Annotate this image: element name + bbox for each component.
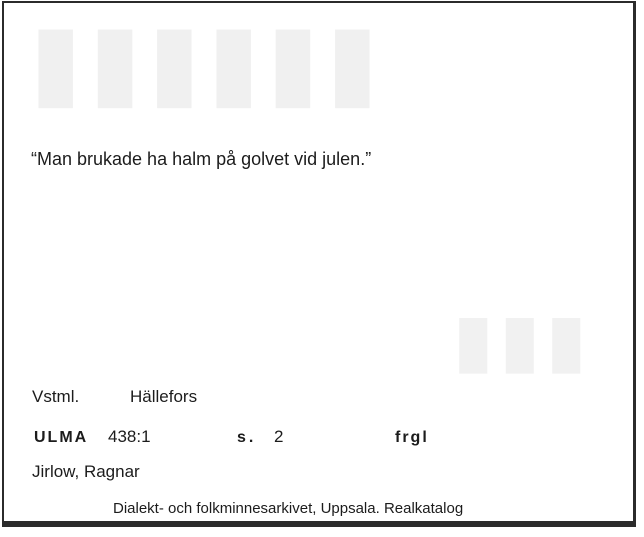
- record-number: 438:1: [108, 427, 151, 446]
- archive-name: Dialekt- och folkminnesarkivet, Uppsala. Realkatalog: [113, 500, 464, 517]
- catalog-card: [2, 1, 636, 527]
- card-quote: “Man brukade ha halm på golvet vid julen.”: [31, 149, 372, 169]
- region-label: Vstml.: [32, 387, 80, 406]
- page-number: 2: [274, 427, 284, 446]
- archive-code: ULMA: [34, 429, 89, 446]
- bleed-through-text-top: ▮▮▮▮▮▮: [32, 5, 388, 117]
- place-name: Hällefors: [130, 387, 198, 406]
- page-label: s.: [237, 429, 257, 446]
- author-name: Jirlow, Ragnar: [32, 462, 140, 481]
- category-code: frgl: [395, 429, 429, 446]
- bleed-through-text-bottom: ▮▮▮: [454, 301, 594, 379]
